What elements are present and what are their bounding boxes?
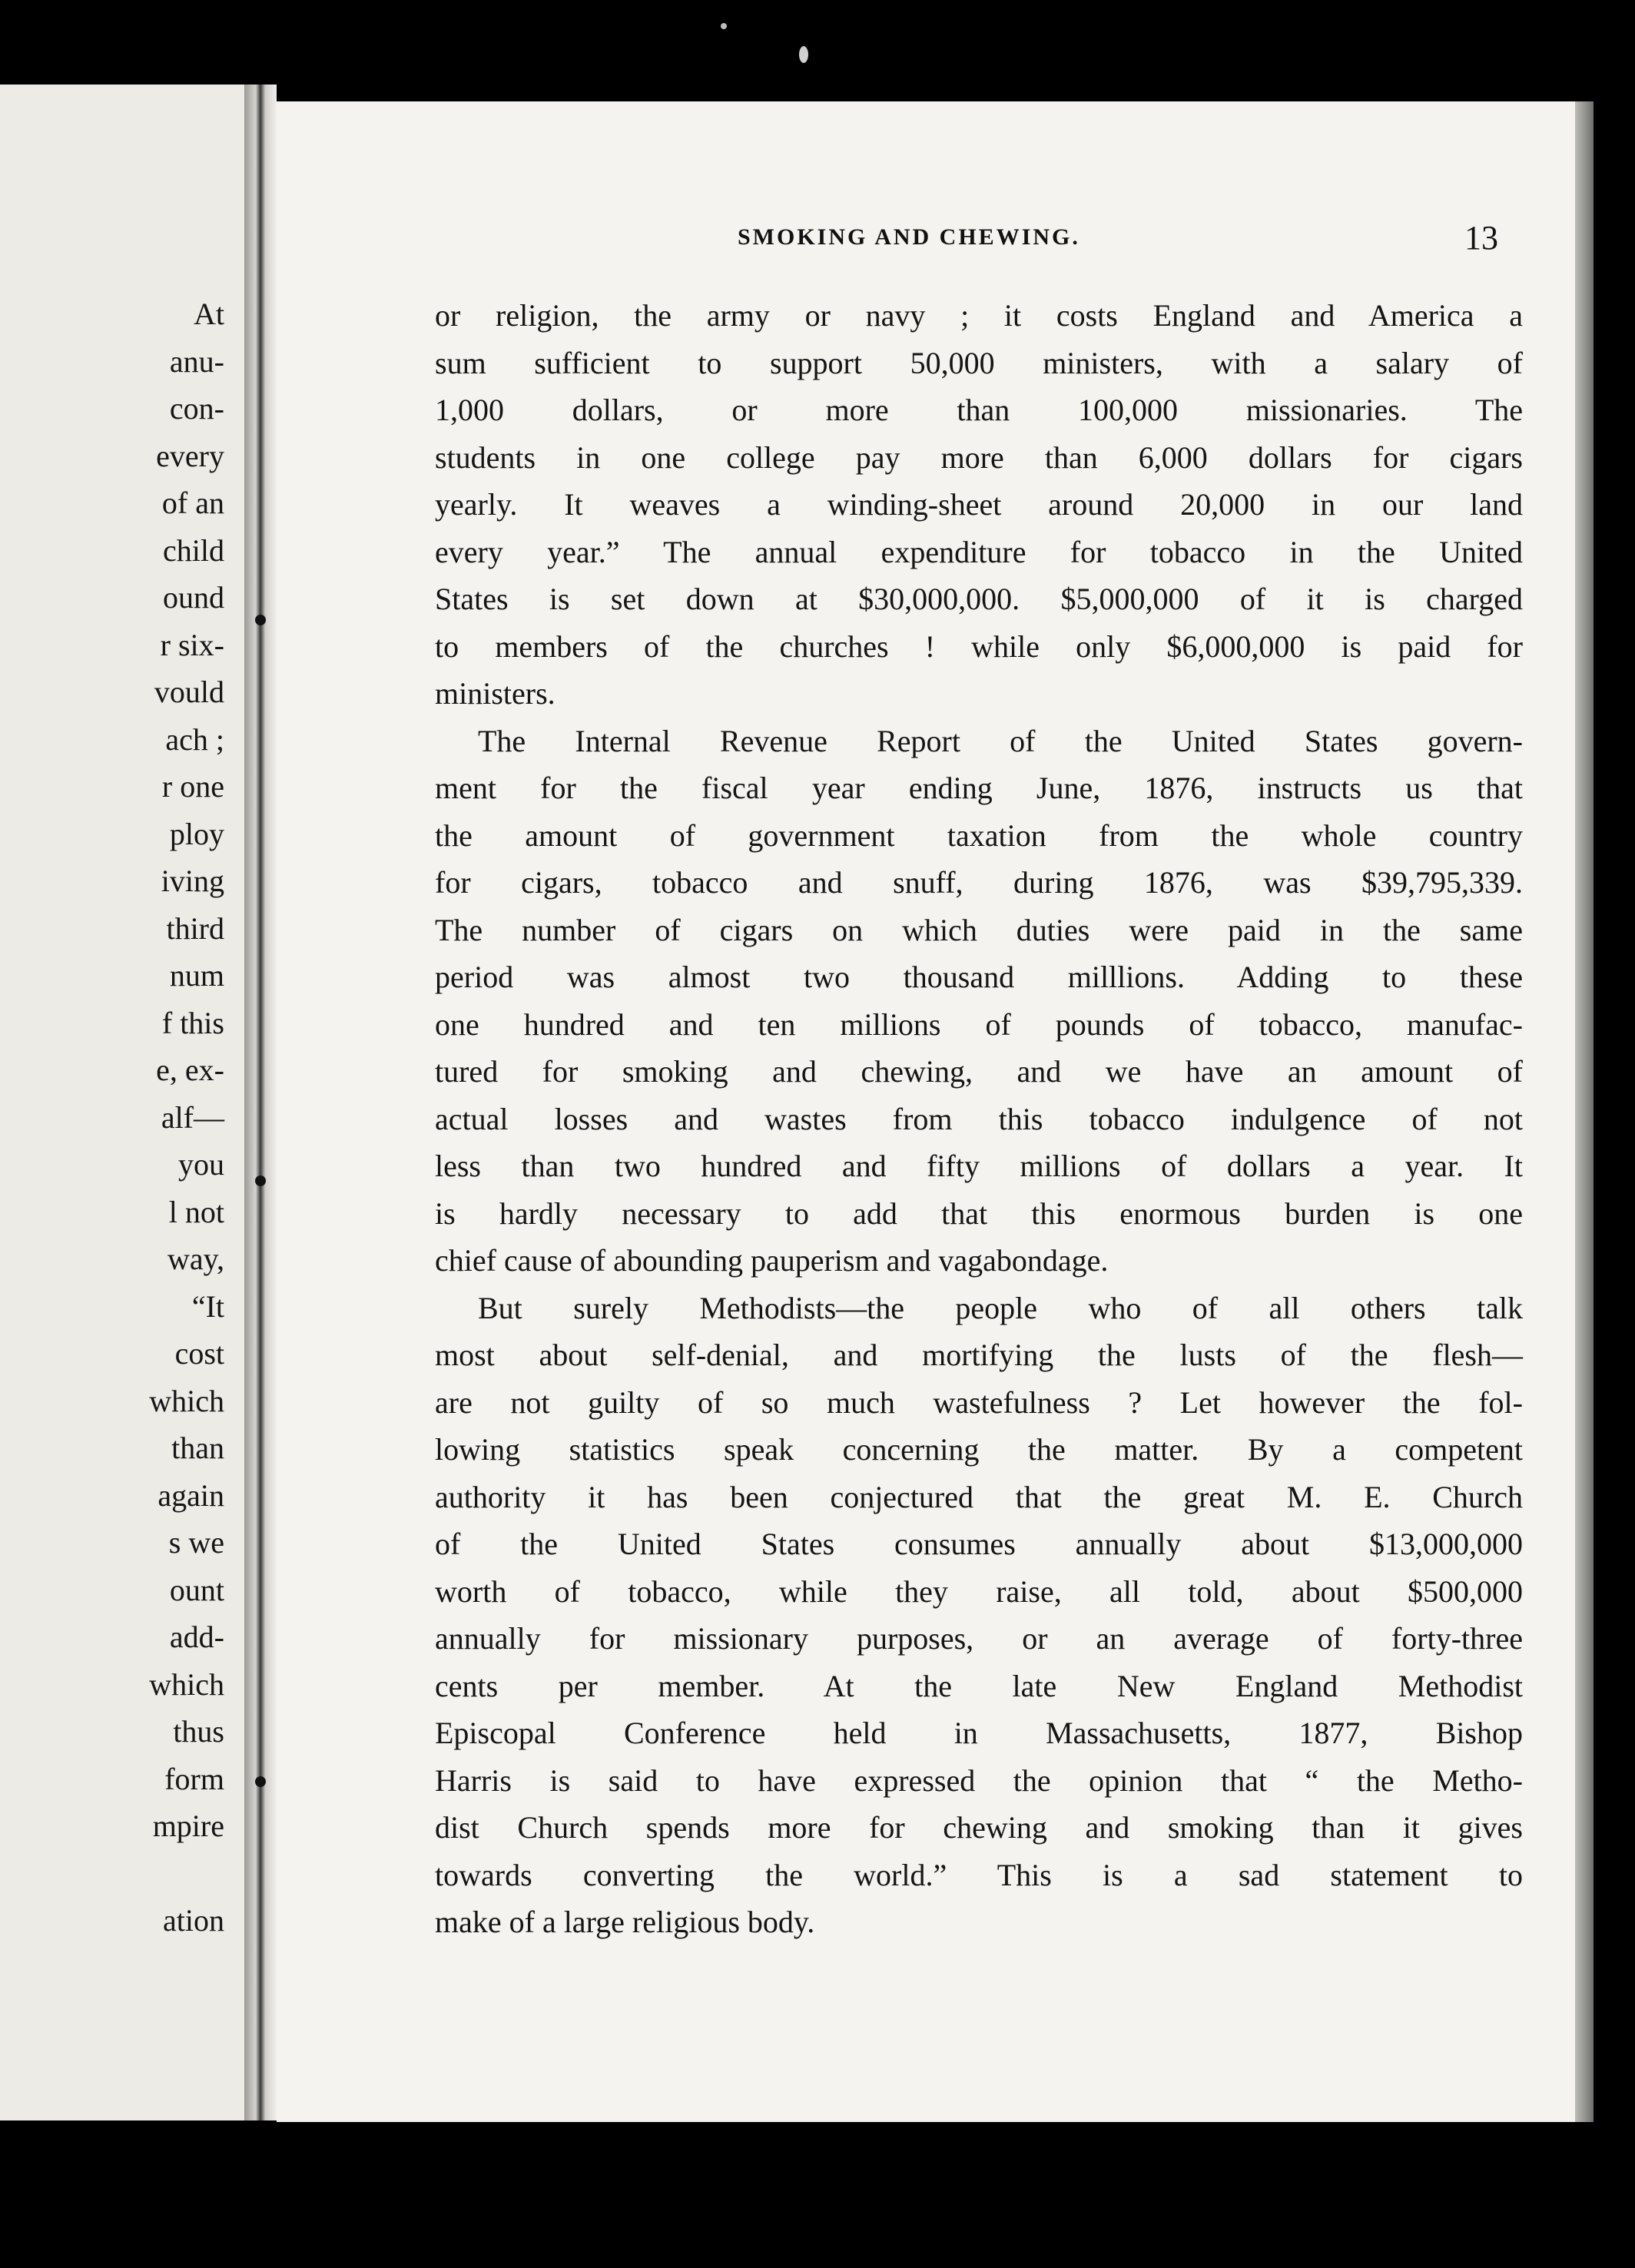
text-line: make of a large religious body. — [435, 1905, 815, 1939]
body-text — [435, 292, 1523, 1946]
left-page-fragment: s we — [168, 1525, 224, 1560]
text-line: chief cause of abounding pauperism and vagabondage. — [435, 1243, 1109, 1278]
left-page-fragment: child — [163, 532, 224, 568]
text-line: for cigars, tobacco and snuff, during 1876, was $39,795,339. — [435, 865, 1523, 900]
text-line: tured for smoking and chewing, and we have an amount of — [435, 1054, 1523, 1089]
left-page-fragment: of an — [161, 486, 224, 520]
left-page-fragment: f this — [161, 1005, 224, 1040]
text-line: students in one college pay more than 6,000 dollars for cigars — [435, 439, 1523, 475]
text-line: ment for the fiscal year ending June, 1876, instructs us that — [435, 771, 1523, 805]
paragraph — [435, 718, 1523, 1285]
text-line: The number of cigars on which duties were paid in the same — [435, 912, 1523, 947]
left-page-fragment: “It — [191, 1288, 224, 1324]
running-head — [277, 219, 1575, 270]
left-page-fragment: alf— — [161, 1099, 224, 1135]
left-page-fragment: which — [149, 1666, 224, 1702]
text-line: or religion, the army or navy ; it costs England and America a — [435, 298, 1523, 333]
left-page — [0, 85, 244, 2120]
left-page-fragment: which — [149, 1383, 224, 1418]
text-line: one hundred and ten millions of pounds of tobacco, manufac- — [435, 1006, 1523, 1042]
text-line: the amount of government taxation from the whole country — [435, 817, 1523, 853]
text-line: less than two hundred and fifty millions of dollars a year. It — [435, 1149, 1523, 1183]
left-page-fragment: l not — [168, 1194, 224, 1229]
right-page — [277, 101, 1575, 2122]
text-line: worth of tobacco, while they raise, all told, about $500,000 — [435, 1573, 1523, 1609]
page-edge-shadow — [1575, 101, 1594, 2122]
left-page-fragment: ound — [163, 580, 224, 615]
left-page-fragment: ploy — [169, 816, 224, 851]
binding-stitch — [255, 1776, 266, 1787]
left-page-fragment: anu- — [169, 343, 224, 379]
left-page-fragment: ach ; — [165, 721, 224, 757]
book-gutter — [244, 85, 277, 2120]
left-page-fragment: r six- — [160, 627, 224, 662]
text-line: actual losses and wastes from this tobacco indulgence of not — [435, 1101, 1523, 1136]
text-line: lowing statistics speak concerning the matter. By a competent — [435, 1432, 1523, 1467]
text-line: of the United States consumes annually about $13,000,000 — [435, 1527, 1523, 1561]
left-page-fragment: iving — [161, 864, 224, 898]
left-page-fragment: you — [178, 1147, 224, 1182]
binding-stitch — [255, 1175, 266, 1186]
left-page-fragment: thus — [173, 1714, 224, 1749]
text-line: cents per member. At the late New England Methodist — [435, 1668, 1523, 1703]
page-number: 13 — [1464, 219, 1498, 257]
left-page-fragment: con- — [169, 391, 224, 426]
left-page-fragment: e, ex- — [156, 1053, 224, 1087]
scan-speck — [721, 23, 727, 29]
text-line: most about self-denial, and mortifying the lusts of the flesh— — [435, 1338, 1523, 1372]
text-line: are not guilty of so much wastefulness ? Let however the fol- — [435, 1384, 1523, 1420]
text-line: annually for missionary purposes, or an average of forty-three — [435, 1621, 1523, 1656]
text-line: yearly. It weaves a winding-sheet around 20,000 in our land — [435, 487, 1523, 522]
text-line: dist Church spends more for chewing and smoking than it gives — [435, 1810, 1523, 1845]
left-page-fragment: again — [158, 1477, 224, 1513]
paragraph — [435, 1285, 1523, 1946]
left-page-fragment: r one — [161, 769, 224, 804]
left-page-fragment: ation — [163, 1903, 224, 1938]
text-line: to members of the churches ! while only $6,000,000 is paid for — [435, 628, 1523, 664]
left-page-fragment: vould — [154, 675, 224, 709]
left-page-fragment: At — [194, 297, 224, 331]
left-page-fragment — [149, 1850, 224, 1898]
left-page-fragment: than — [171, 1431, 224, 1465]
left-page-fragment: add- — [169, 1620, 224, 1654]
text-line: every year.” The annual expenditure for tobacco in the United — [435, 534, 1523, 569]
text-line: 1,000 dollars, or more than 100,000 missionaries. The — [435, 393, 1523, 427]
text-line: authority it has been conjectured that the great M. E. Church — [435, 1479, 1523, 1514]
left-page-fragment: way, — [167, 1242, 224, 1276]
left-page-text-fragments — [149, 290, 224, 1945]
left-page-fragment: num — [169, 958, 224, 993]
paragraph — [435, 292, 1523, 718]
left-page-fragment: mpire — [152, 1809, 224, 1843]
text-line: The Internal Revenue Report of the United States govern- — [478, 723, 1523, 758]
text-line: towards converting the world.” This is a sad statement to — [435, 1857, 1523, 1892]
text-line: Episcopal Conference held in Massachusetts, 1877, Bishop — [435, 1716, 1523, 1750]
text-line: ministers. — [435, 676, 556, 711]
left-page-fragment: every — [156, 438, 224, 473]
left-page-fragment: ount — [169, 1572, 224, 1607]
text-line: But surely Methodists—the people who of all others talk — [478, 1290, 1523, 1325]
text-line: sum sufficient to support 50,000 ministers, with a salary of — [435, 345, 1523, 380]
binding-stitch — [255, 615, 266, 625]
text-line: Harris is said to have expressed the opinion that “ the Metho- — [435, 1762, 1523, 1798]
running-head-title: SMOKING AND CHEWING. — [738, 224, 1080, 250]
left-page-fragment: cost — [174, 1336, 224, 1371]
text-line: States is set down at $30,000,000. $5,000,000 of it is charged — [435, 582, 1523, 616]
scan-speck — [799, 46, 808, 63]
text-line: period was almost two thousand milllions. Adding to these — [435, 960, 1523, 994]
text-line: is hardly necessary to add that this enormous burden is one — [435, 1195, 1523, 1231]
left-page-fragment: third — [166, 910, 224, 946]
left-page-fragment: form — [164, 1761, 224, 1796]
